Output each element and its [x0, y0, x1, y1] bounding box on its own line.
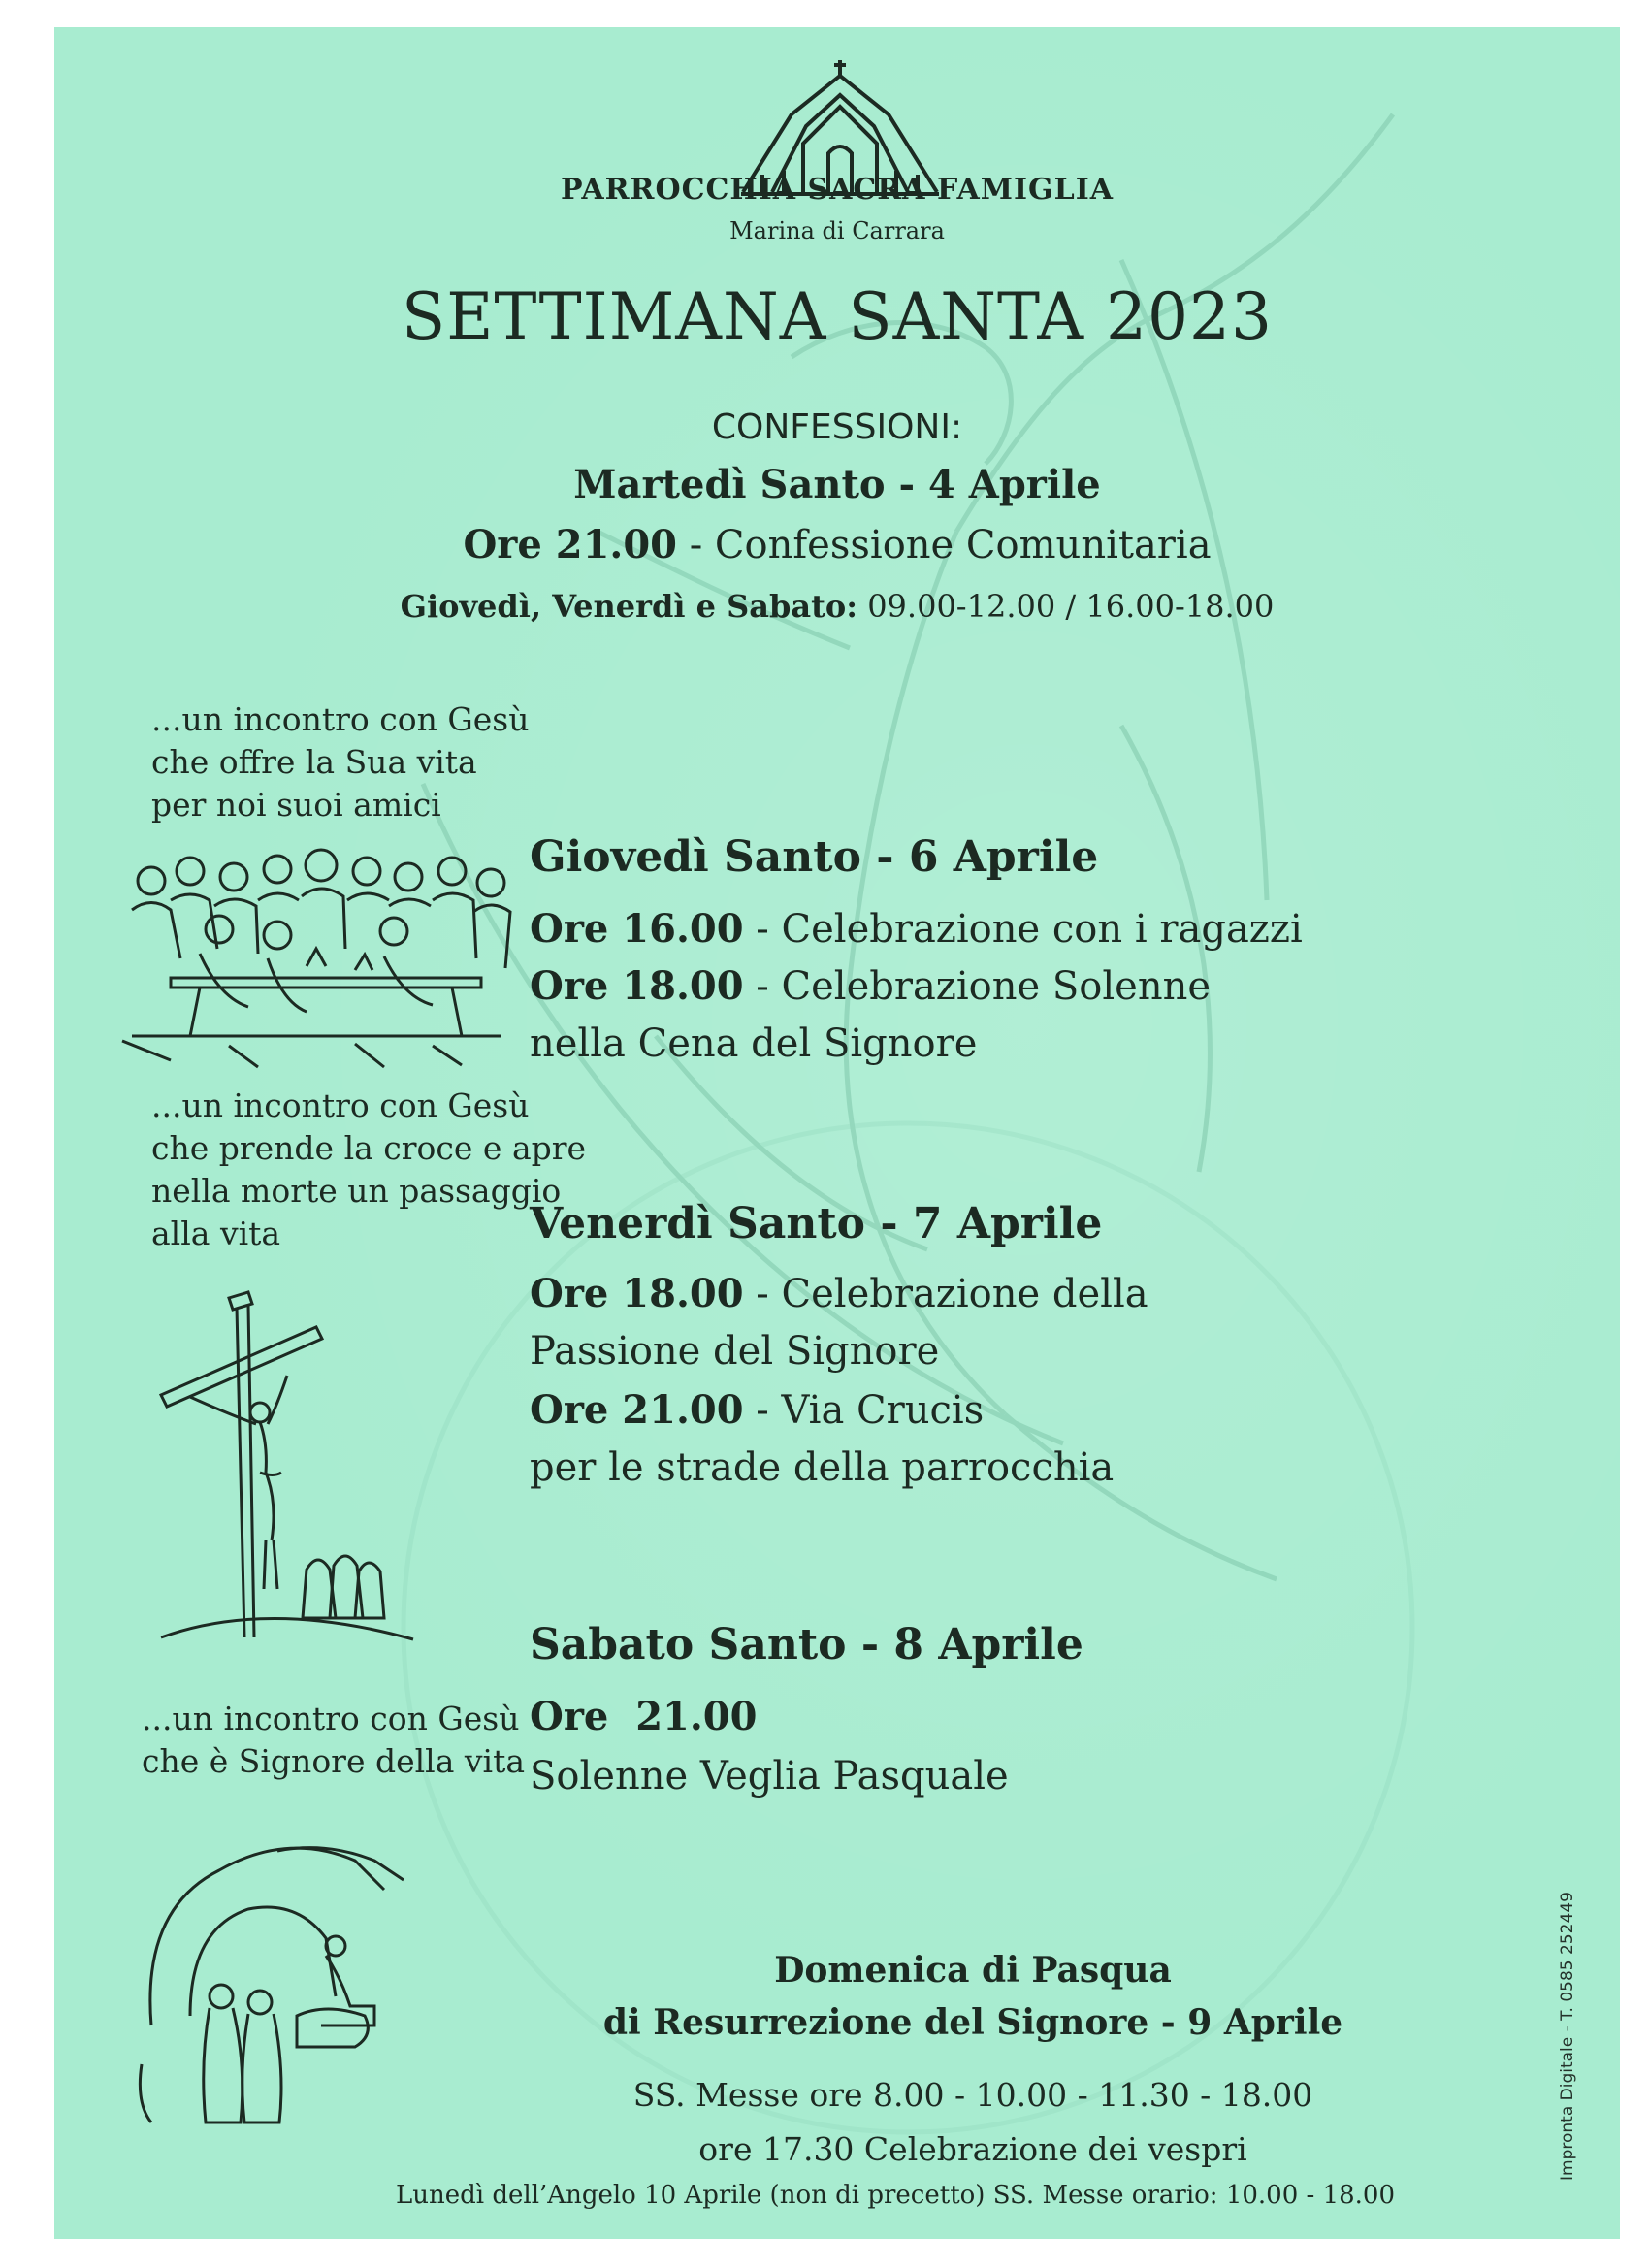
- thursday-row-1: [530, 906, 1303, 952]
- friday-row-1: [530, 1271, 1148, 1316]
- thursday-event-2-cont: nella Cena del Signore: [530, 1021, 978, 1066]
- caption-line: ...un incontro con Gesù: [151, 700, 530, 738]
- saturday-event: Solenne Veglia Pasquale: [530, 1754, 1009, 1798]
- page-title: SETTIMANA SANTA 2023: [401, 279, 1273, 354]
- confessions-row: [54, 522, 1620, 567]
- confessions-day: Martedì Santo - 4 Aprile: [573, 462, 1101, 507]
- parish-name: PARROCCHIA SACRA FAMIGLIA: [560, 173, 1115, 207]
- easter-masses: SS. Messe ore 8.00 - 10.00 - 11.30 - 18.00: [632, 2076, 1313, 2114]
- flyer-sheet: [54, 27, 1620, 2239]
- crucifixion-icon: [151, 1279, 423, 1647]
- thursday-time-2: Ore 18.00: [530, 963, 744, 1009]
- confessions-event: - Confessione Comunitaria: [676, 523, 1212, 567]
- caption-supper: [151, 698, 529, 826]
- confessions-heading: CONFESSIONI:: [711, 407, 963, 447]
- easter-line-2: di Resurrezione del Signore - 9 Aprile: [602, 2002, 1343, 2043]
- thursday-row-2: [530, 963, 1211, 1009]
- friday-time-1: Ore 18.00: [530, 1271, 744, 1316]
- caption-line: nella morte un passaggio: [151, 1172, 562, 1210]
- parish-location: Marina di Carrara: [729, 217, 945, 244]
- friday-event-2: - Via Crucis: [743, 1388, 985, 1433]
- friday-time-2: Ore 21.00: [530, 1387, 744, 1433]
- confessions-time: Ore 21.00: [463, 522, 677, 567]
- last-supper-icon: [113, 842, 520, 1075]
- friday-row-2: [530, 1387, 984, 1433]
- thursday-event-2: - Celebrazione Solenne: [743, 964, 1212, 1009]
- easter-vespers: ore 17.30 Celebrazione dei vespri: [698, 2130, 1247, 2168]
- easter-line-1: Domenica di Pasqua: [774, 1950, 1172, 1991]
- caption-tomb: [142, 1698, 525, 1783]
- friday-event-1: - Celebrazione della: [743, 1272, 1148, 1316]
- confessions-hours-row: [54, 588, 1620, 625]
- caption-line: che prende la croce e apre: [151, 1129, 587, 1167]
- thursday-heading: Giovedì Santo - 6 Aprile: [530, 832, 1099, 882]
- caption-line: per noi suoi amici: [151, 786, 441, 824]
- caption-line: alla vita: [151, 1215, 281, 1252]
- thursday-time-1: Ore 16.00: [530, 906, 744, 952]
- caption-line: ...un incontro con Gesù: [151, 1086, 530, 1124]
- caption-cross: [151, 1085, 586, 1255]
- friday-event-2-cont: per le strade della parrocchia: [530, 1445, 1115, 1490]
- saturday-heading: Sabato Santo - 8 Aprile: [530, 1620, 1083, 1669]
- friday-heading: Venerdì Santo - 7 Aprile: [530, 1199, 1103, 1248]
- friday-event-1-cont: Passione del Signore: [530, 1329, 940, 1374]
- confessions-hours: 09.00-12.00 / 16.00-18.00: [857, 588, 1275, 625]
- saturday-time: Ore 21.00: [530, 1694, 758, 1739]
- confessions-days-label: Giovedì, Venerdì e Sabato:: [400, 588, 858, 625]
- caption-line: ...un incontro con Gesù: [142, 1700, 520, 1737]
- easter-monday: Lunedì dell’Angelo 10 Aprile (non di precetto) SS. Messe orario: 10.00 - 18.00: [396, 2181, 1395, 2210]
- caption-line: che è Signore della vita: [142, 1742, 526, 1780]
- thursday-event-1: - Celebrazione con i ragazzi: [743, 907, 1303, 952]
- printer-credit: Impronta Digitale - T. 0585 252449: [1558, 1892, 1577, 2181]
- caption-line: che offre la Sua vita: [151, 743, 477, 781]
